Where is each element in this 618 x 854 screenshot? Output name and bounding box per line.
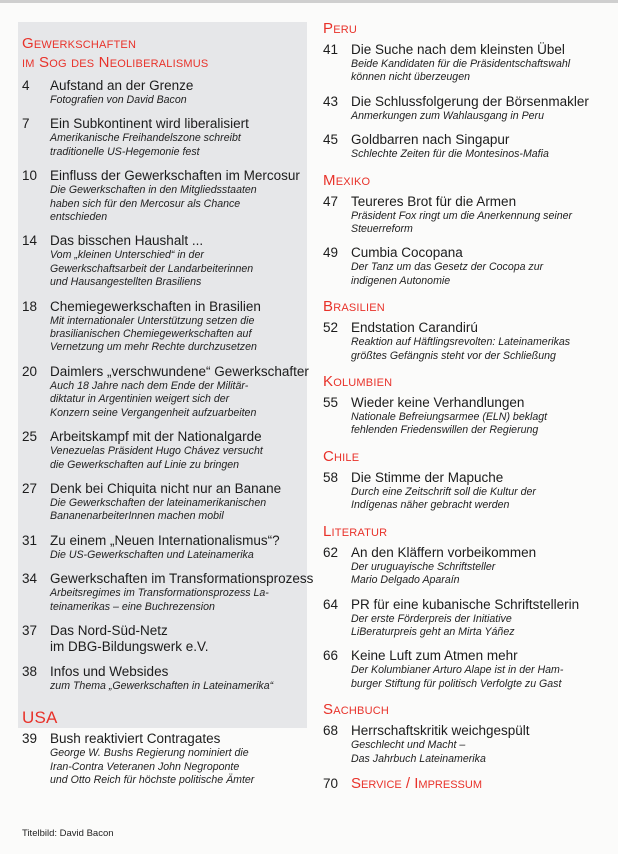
entry-subtitle-line: Das Jahrbuch Lateinamerika <box>351 752 486 765</box>
entry-subtitle <box>351 664 615 691</box>
entry-body <box>351 545 615 588</box>
entry-subtitle-line: indigenen Autonomie <box>351 274 451 287</box>
entry-subtitle-line: Der erste Förderpreis der Initiative <box>351 612 512 625</box>
entry-subtitle <box>50 680 307 693</box>
section-mexiko <box>323 171 615 289</box>
page-number: 68 <box>323 723 339 739</box>
entry-subtitle <box>50 94 307 107</box>
entry-subtitle-line: und Otto Reich für höchste politische Ämter <box>50 774 255 787</box>
toc-entry-service[interactable] <box>323 775 615 792</box>
entry-body <box>351 194 615 237</box>
toc-entry-68[interactable] <box>323 723 615 766</box>
entry-title-line: Teureres Brot für die Armen <box>351 193 517 209</box>
section-kolumbien <box>323 372 615 438</box>
toc-entry-38[interactable] <box>22 664 307 693</box>
entry-subtitle <box>50 315 307 355</box>
entry-title-line: Zu einem „Neuen Internationalismus“? <box>50 532 280 548</box>
focus-title-line-2: im Sog des Neoliberalismus <box>22 54 209 71</box>
entry-subtitle <box>50 549 307 562</box>
entry-subtitle-line: Nationale Befreiungsarmee (ELN) beklagt <box>351 411 548 424</box>
entry-subtitle-line: Auch 18 Jahre nach dem Ende der Militär- <box>50 379 249 392</box>
page-number: 52 <box>323 320 339 336</box>
entry-title-line: Wieder keine Verhandlungen <box>351 395 525 411</box>
entry-body <box>351 597 615 640</box>
page-number: 7 <box>22 116 30 132</box>
entry-subtitle <box>351 486 615 513</box>
entry-subtitle <box>351 411 615 438</box>
entry-subtitle-line: Amerikanische Freihandelszone schreibt <box>50 132 241 145</box>
entry-title-line: im DBG-Bildungswerk e.V. <box>50 638 209 654</box>
entry-subtitle <box>50 249 307 289</box>
page-number: 20 <box>22 363 38 379</box>
entry-subtitle-line: diktatur in Argentinien weigert sich der <box>50 393 230 406</box>
entry-subtitle-line: Durch eine Zeitschrift soll die Kultur der <box>351 485 536 498</box>
entry-subtitle-line: Indígenas näher gebracht werden <box>351 499 510 512</box>
entry-title <box>50 116 307 132</box>
entry-title <box>50 623 307 655</box>
toc-entry-62[interactable] <box>323 545 615 588</box>
entry-title <box>50 533 307 549</box>
entry-body <box>351 42 615 85</box>
entry-subtitle-line: Anmerkungen zum Wahlausgang in Peru <box>351 109 544 122</box>
entry-subtitle <box>351 58 615 85</box>
page-number: 25 <box>22 429 38 445</box>
page-number: 49 <box>323 245 339 261</box>
entry-title <box>50 78 307 94</box>
entry-title <box>351 470 615 486</box>
section-title: Sachbuch <box>323 701 389 719</box>
section-title: Literatur <box>323 522 388 540</box>
entry-body <box>50 299 307 355</box>
entry-title <box>50 571 313 587</box>
section-brasilien <box>323 297 615 363</box>
section-literatur <box>323 522 615 691</box>
focus-section-title <box>22 34 307 72</box>
entry-title <box>50 299 307 315</box>
entry-subtitle-line: Iran-Contra Veteranen John Negroponte <box>50 760 240 773</box>
entry-subtitle-line: Der Kolumbianer Arturo Alape ist in der Ham- <box>351 664 564 677</box>
page-number: 47 <box>323 193 339 209</box>
entry-subtitle-line: Vernetzung um mehr Rechte durchzusetzen <box>50 341 257 354</box>
entry-title <box>50 233 307 249</box>
entry-title-line: Das bisschen Haushalt ... <box>50 233 204 249</box>
entry-title-line: An den Kläffern vorbeikommen <box>351 544 537 560</box>
entry-title-line: Infos und Websides <box>50 663 169 679</box>
page-number: 41 <box>323 42 339 57</box>
entry-subtitle <box>351 148 615 161</box>
page-number: 37 <box>22 622 38 638</box>
toc-entry-10[interactable] <box>22 168 307 224</box>
entry-title <box>50 664 307 680</box>
entry-subtitle-line: burger Stiftung für politisch Verfolgte zu Gast <box>351 677 562 690</box>
entry-title-line: Arbeitskampf mit der Nationalgarde <box>50 429 262 445</box>
entry-title <box>50 168 307 184</box>
entry-body <box>351 245 615 288</box>
entry-title <box>351 132 615 148</box>
toc-entry-41[interactable] <box>323 42 615 85</box>
section-title: Brasilien <box>323 298 385 316</box>
section-title: Kolumbien <box>323 373 393 391</box>
entry-subtitle-line: Die Gewerkschaften in den Mitgliedsstaaten <box>50 184 257 197</box>
entry-subtitle-line: Die US-Gewerkschaften und Lateinamerika <box>50 548 254 561</box>
page-number: 34 <box>22 571 38 587</box>
page-number: 45 <box>323 132 339 148</box>
section-title: Chile <box>323 447 360 465</box>
entry-subtitle-line: können nicht überzeugen <box>351 71 470 84</box>
entry-title-line: Einfluss der Gewerkschaften im Mercosur <box>50 168 300 184</box>
page-number: 64 <box>323 596 339 612</box>
entry-body <box>50 78 307 107</box>
entry-title-line: Bush reaktiviert Contragates <box>50 731 221 747</box>
entry-subtitle-line: entschieden <box>50 211 108 224</box>
entry-body <box>50 664 307 693</box>
toc-entry-43[interactable] <box>323 94 615 123</box>
entry-body <box>351 723 615 766</box>
entry-subtitle-line: traditionelle US-Hegemonie fest <box>50 145 200 158</box>
entry-subtitle-line: die Gewerkschaften auf Linie zu bringen <box>50 458 240 471</box>
entry-title-line: PR für eine kubanische Schriftstellerin <box>351 596 580 612</box>
toc-entry-31[interactable] <box>22 533 307 562</box>
entry-body <box>50 429 307 472</box>
page-number: 70 <box>323 775 339 791</box>
entry-title <box>50 364 309 380</box>
page-number: 4 <box>22 78 30 93</box>
entry-subtitle-line: Der uruguayische Schriftsteller <box>351 560 496 573</box>
focus-title-line-1: Gewerkschaften <box>22 35 137 52</box>
entry-subtitle-line: Schlechte Zeiten für die Montesinos-Mafia <box>351 148 549 161</box>
section-title: Peru <box>323 20 358 37</box>
entry-title <box>351 545 615 561</box>
section-sachbuch <box>323 700 615 766</box>
entry-subtitle <box>50 497 307 524</box>
entry-subtitle-line: haben sich für den Mercosur als Chance <box>50 197 241 210</box>
entry-subtitle <box>351 613 615 640</box>
entry-title-line: Herrschaftskritik weichgespült <box>351 723 530 739</box>
entry-subtitle <box>50 380 309 420</box>
entry-title-line: Chemiegewerkschaften in Brasilien <box>50 298 261 314</box>
toc-entry-18[interactable] <box>22 299 307 355</box>
entry-body <box>351 132 615 161</box>
entry-title-line: Ein Subkontinent wird liberalisiert <box>50 116 249 132</box>
entry-body <box>351 94 615 123</box>
right-section-list <box>323 19 615 766</box>
entry-subtitle-line: Fotografien von David Bacon <box>50 94 187 106</box>
toc-entry-25[interactable] <box>22 429 307 472</box>
page-number: 14 <box>22 233 38 249</box>
toc-entry-49[interactable] <box>323 245 615 288</box>
entry-body <box>50 731 307 787</box>
entry-title-line: Die Stimme der Mapuche <box>351 469 504 485</box>
entry-body <box>50 481 307 524</box>
entry-title <box>351 395 615 411</box>
page-number: 66 <box>323 648 339 664</box>
focus-entry-list <box>22 78 314 693</box>
service-title: Service / Impressum <box>351 774 482 792</box>
page-number: 31 <box>22 532 38 548</box>
entry-subtitle-line: und Hausangestellten Brasiliens <box>50 276 202 289</box>
entry-title <box>351 597 615 613</box>
entry-title <box>351 320 615 336</box>
entry-subtitle-line: Gewerkschaftsarbeit der Landarbeiterinnen <box>50 262 254 275</box>
page-number: 39 <box>22 731 38 747</box>
toc-entry-64[interactable] <box>323 597 615 640</box>
entry-title <box>351 194 615 210</box>
entry-subtitle-line: George W. Bushs Regierung nominiert die <box>50 747 249 760</box>
cover-credit: Titelbild: David Bacon <box>22 828 114 839</box>
entry-subtitle-line: Geschlecht und Macht – <box>351 739 466 752</box>
entry-subtitle-line: größtes Gefängnis steht vor der Schließung <box>351 349 556 362</box>
entry-title-line: Die Suche nach dem kleinsten Übel <box>351 42 565 57</box>
entry-subtitle-line: Konzern seine Vergangenheit aufzuarbeiten <box>50 406 257 419</box>
entry-body <box>351 395 615 438</box>
toc-entry-47[interactable] <box>323 194 615 237</box>
entry-title <box>50 481 307 497</box>
entry-subtitle <box>351 261 615 288</box>
entry-title <box>351 94 615 110</box>
section-chile <box>323 447 615 513</box>
entry-subtitle <box>50 132 307 159</box>
toc-entry-55[interactable] <box>323 395 615 438</box>
toc-entry-52[interactable] <box>323 320 615 363</box>
entry-subtitle <box>50 445 307 472</box>
toc-entry-34[interactable] <box>22 571 314 614</box>
page-number: 10 <box>22 168 38 184</box>
entry-body <box>50 116 307 159</box>
entry-subtitle-line: fehlenden Friedenswillen der Regierung <box>351 424 539 437</box>
toc-entry-20[interactable] <box>22 364 307 420</box>
toc-entry-39[interactable] <box>22 731 307 787</box>
toc-entry-27[interactable] <box>22 481 307 524</box>
right-column <box>323 19 615 792</box>
entry-subtitle-line: zum Thema „Gewerkschaften in Lateinamerika“ <box>50 679 274 692</box>
entry-body <box>50 533 307 562</box>
entry-body <box>50 233 307 289</box>
entry-subtitle-line: BananenarbeiterInnen machen mobil <box>50 510 224 523</box>
entry-subtitle-line: brasilianischen Chemiegewerkschaften auf <box>50 328 252 341</box>
entry-subtitle-line: Mario Delgado Aparaín <box>351 574 460 587</box>
entry-subtitle-line: Arbeitsregimes im Transformationsprozess La- <box>50 587 269 600</box>
entry-title-line: Aufstand an der Grenze <box>50 78 194 93</box>
entry-subtitle-line: Präsident Fox ringt um die Anerkennung seiner <box>351 209 573 222</box>
page-number: 27 <box>22 480 38 496</box>
page-number: 43 <box>323 93 339 109</box>
entry-subtitle <box>351 739 615 766</box>
entry-title-line: Denk bei Chiquita nicht nur an Banane <box>50 480 282 496</box>
entry-subtitle <box>351 561 615 588</box>
usa-entry-list <box>22 731 307 787</box>
entry-title-line: Daimlers „verschwundene“ Gewerkschafter <box>50 363 309 379</box>
usa-section-title: USA <box>22 708 58 728</box>
entry-title <box>351 723 615 739</box>
entry-subtitle-line: Venezuelas Präsident Hugo Chávez versucht <box>50 445 263 458</box>
entry-body <box>50 571 313 614</box>
entry-subtitle-line: Mit internationaler Unterstützung setzen die <box>50 314 255 327</box>
left-column <box>22 34 314 797</box>
entry-subtitle-line: Der Tanz um das Gesetz der Cocopa zur <box>351 261 544 274</box>
entry-title <box>50 429 307 445</box>
page-number: 62 <box>323 544 339 560</box>
entry-body <box>351 320 615 363</box>
page-number: 18 <box>22 298 38 314</box>
toc-entry-66[interactable] <box>323 648 615 691</box>
section-peru <box>323 19 615 162</box>
entry-title-line: Cumbia Cocopana <box>351 245 463 261</box>
toc-entry-37[interactable] <box>22 623 307 655</box>
entry-subtitle <box>50 587 313 614</box>
entry-subtitle <box>351 336 615 363</box>
entry-title-line: Endstation Carandirú <box>351 320 478 336</box>
entry-body <box>50 623 307 655</box>
toc-entry-58[interactable] <box>323 470 615 513</box>
toc-entry-7[interactable] <box>22 116 307 159</box>
entry-subtitle <box>351 210 615 237</box>
entry-body <box>50 168 307 224</box>
entry-subtitle-line: Beide Kandidaten für die Präsidentschaftswahl <box>351 58 571 70</box>
top-border <box>0 0 618 3</box>
toc-entry-45[interactable] <box>323 132 615 161</box>
entry-subtitle-line: Vom „kleinen Unterschied“ in der <box>50 249 204 262</box>
entry-subtitle <box>351 110 615 123</box>
entry-body <box>351 470 615 513</box>
entry-title <box>50 731 307 747</box>
entry-title <box>351 648 615 664</box>
entry-subtitle-line: teinamerikas – eine Buchrezension <box>50 600 215 613</box>
entry-title-line: Gewerkschaften im Transformationsprozess <box>50 571 314 587</box>
page-number: 58 <box>323 469 339 485</box>
toc-entry-14[interactable] <box>22 233 307 289</box>
entry-subtitle <box>50 184 307 224</box>
entry-title-line: Das Nord-Süd-Netz <box>50 622 168 638</box>
entry-title-line: Keine Luft zum Atmen mehr <box>351 648 518 664</box>
entry-subtitle-line: Reaktion auf Häftlingsrevolten: Lateinamerikas <box>351 336 571 349</box>
entry-title <box>351 245 615 261</box>
entry-title-line: Goldbarren nach Singapur <box>351 132 510 148</box>
entry-subtitle-line: LiBeraturpreis geht an Mirta Yáñez <box>351 625 515 638</box>
toc-entry-4[interactable] <box>22 78 307 107</box>
entry-subtitle-line: Die Gewerkschaften der lateinamerikanischen <box>50 496 267 509</box>
section-title: Mexiko <box>323 171 371 189</box>
entry-title <box>351 42 615 58</box>
entry-body <box>50 364 309 420</box>
entry-subtitle-line: Steuerreform <box>351 223 413 236</box>
entry-title-line: Die Schlussfolgerung der Börsenmakler <box>351 93 589 109</box>
entry-body <box>351 648 615 691</box>
page-number: 55 <box>323 395 339 411</box>
entry-subtitle <box>50 747 307 787</box>
page-number: 38 <box>22 663 38 679</box>
